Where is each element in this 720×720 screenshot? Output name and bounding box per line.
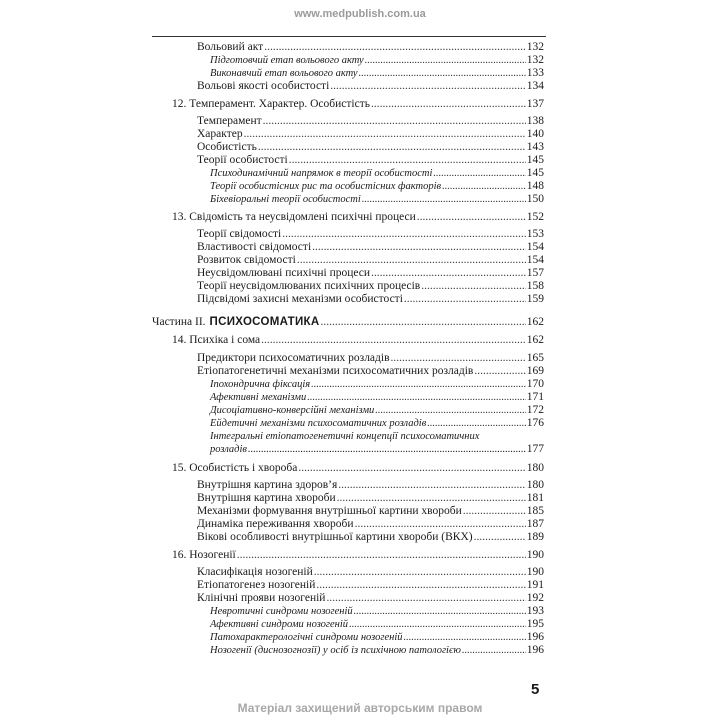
copyright-footer: Матеріал захищений авторським правом: [237, 701, 483, 715]
toc-entry-title: Афективні синдроми нозогеній: [210, 619, 349, 630]
dot-leader: [244, 128, 526, 141]
toc-entry: [197, 518, 544, 531]
dot-leader: [442, 180, 526, 193]
dot-leader: [326, 592, 525, 605]
toc-entry-title: Властивості свідомості: [197, 241, 312, 253]
dot-leader: [421, 280, 526, 293]
toc-entry-title: Предиктори психосоматичних розладів: [197, 352, 390, 364]
toc-entry: [197, 280, 544, 293]
toc-entry-page: 150: [526, 193, 544, 205]
toc-entry-page: 191: [526, 579, 544, 591]
dot-leader: [282, 228, 526, 241]
toc-entry-title: Розвиток свідомості: [197, 254, 296, 266]
toc-entry-page: 190: [526, 566, 544, 578]
toc-entry: [197, 566, 544, 579]
toc-entry-page: 145: [526, 167, 544, 179]
top-rule: [152, 36, 546, 37]
dot-leader: [248, 443, 526, 456]
toc-entry-page: 190: [526, 549, 544, 561]
toc-entry-title: 16. Нозогенії: [172, 549, 236, 561]
toc-entry-title-line2: розладів: [210, 444, 247, 455]
toc-part-heading: [152, 316, 544, 329]
toc-entry-title: Особистість: [197, 141, 257, 153]
toc-entry-page: 157: [526, 267, 544, 279]
toc-entry-page: 180: [526, 479, 544, 491]
part-label: Частина II.: [152, 316, 206, 328]
dot-leader: [404, 293, 526, 306]
toc-entry: [197, 352, 544, 365]
toc-entry-page: 132: [526, 54, 544, 66]
dot-leader: [289, 154, 526, 167]
toc-entry-page: 185: [526, 505, 544, 517]
toc-entry: [197, 228, 544, 241]
toc-entry-title: 12. Темперамент. Характер. Особистість: [172, 98, 370, 110]
toc-entry: [197, 241, 544, 254]
toc-entry-title: Підсвідомі захисні механізми особистості: [197, 293, 403, 305]
toc-entry-page: 159: [526, 293, 544, 305]
dot-leader: [403, 631, 525, 644]
dot-leader: [338, 479, 525, 492]
page-number: 5: [531, 681, 540, 698]
toc-entry: [197, 505, 544, 518]
toc-entry: [210, 404, 544, 417]
dot-leader: [359, 67, 526, 80]
toc-entry-page: 170: [526, 378, 544, 390]
toc-entry-page: 137: [526, 98, 544, 110]
dot-leader: [314, 566, 526, 579]
site-url[interactable]: www.medpublish.com.ua: [294, 8, 426, 20]
dot-leader: [355, 518, 526, 531]
toc-entry: [197, 80, 544, 93]
toc-entry-page: 154: [526, 254, 544, 266]
toc-entry-title: Вольові якості особистості: [197, 80, 330, 92]
dot-leader: [237, 549, 526, 562]
toc-entry-page: 143: [526, 141, 544, 153]
toc-entry-page: 172: [526, 404, 544, 416]
toc-chapter-entry: [172, 211, 544, 224]
toc-entry: [197, 154, 544, 167]
dot-leader: [264, 41, 526, 54]
dot-leader: [349, 618, 526, 631]
dot-leader: [365, 54, 526, 67]
toc-entry-title: Неусвідомлювані психічні процеси: [197, 267, 371, 279]
toc-entry-title: Невротичні синдроми нозогеній: [210, 606, 353, 617]
toc-entry-title: Класифікація нозогеній: [197, 566, 313, 578]
toc-entry-page: 152: [526, 211, 544, 223]
toc-entry-title: Теорії свідомості: [197, 228, 282, 240]
toc-chapter-entry: [172, 462, 544, 475]
toc-entry-title: Етіопатогенетичні механізми психосоматичних розладів: [197, 365, 474, 377]
toc-entry: [197, 492, 544, 505]
toc-entry-page: 196: [526, 631, 544, 643]
toc-entry: [197, 254, 544, 267]
toc-entry-page: 138: [526, 115, 544, 127]
toc-entry-title: Вольовий акт: [197, 41, 264, 53]
toc-entry-page: 153: [526, 228, 544, 240]
dot-leader: [261, 334, 526, 347]
toc-entry: [197, 531, 544, 544]
toc-entry-title: Характер: [197, 128, 243, 140]
toc-entry-page: 181: [526, 492, 544, 504]
toc-entry-title: Афективні механізми: [210, 392, 307, 403]
dot-leader: [474, 365, 525, 378]
toc-entry: [210, 644, 544, 657]
toc-entry-title: Внутрішня картина здоров’я: [197, 479, 338, 491]
toc-entry-page: 133: [526, 67, 544, 79]
toc-entry: [210, 378, 544, 391]
toc-entry-title: Ейдетичні механізми психосоматичних розладів: [210, 418, 427, 429]
toc-entry-title: 15. Особистість і хвороба: [172, 462, 298, 474]
toc-entry-title: Етіопатогенез нозогеній: [197, 579, 316, 591]
toc-entry-page: 132: [526, 41, 544, 53]
toc-entry: [197, 579, 544, 592]
toc-entry-title: Підготовчий етап вольового акту: [210, 55, 364, 66]
toc-entry-page: 189: [526, 531, 544, 543]
toc-chapter-entry: [172, 334, 544, 347]
dot-leader: [298, 462, 525, 475]
toc-entry: [210, 605, 544, 618]
dot-leader: [354, 605, 526, 618]
dot-leader: [330, 80, 525, 93]
toc-entry: [210, 193, 544, 206]
toc-entry: [197, 41, 544, 54]
toc-entry-page: 177: [526, 443, 544, 455]
dot-leader: [391, 352, 526, 365]
toc-entry: [210, 417, 544, 430]
dot-leader: [312, 241, 526, 254]
toc-entry-page: 162: [526, 334, 544, 346]
toc-entry-page: 134: [526, 80, 544, 92]
toc-entry-title: Біхевіоральні теорії особистості: [210, 194, 361, 205]
toc-entry-title: Дисоціативно-конверсійні механізми: [210, 405, 375, 416]
toc-entry-title: Нозогенії (диснозогнозії) у осіб із психічною патологією: [210, 645, 461, 656]
part-page: 162: [526, 316, 544, 328]
toc-entry-page: 193: [526, 605, 544, 617]
toc-entry-title: Динаміка переживання хвороби: [197, 518, 354, 530]
toc-entry: [197, 128, 544, 141]
toc-entry: [197, 141, 544, 154]
dot-leader: [417, 211, 526, 224]
toc-entry: [197, 115, 544, 128]
toc-entry-title: Психодинамічний напрямок в теорії особистості: [210, 168, 433, 179]
toc-entry-page: 145: [526, 154, 544, 166]
dot-leader: [311, 378, 526, 391]
toc-entry-page: 154: [526, 241, 544, 253]
dot-leader: [433, 167, 525, 180]
dot-leader: [371, 267, 526, 280]
toc-entry-title: Теорії особистісних рис та особистісних факторів: [210, 181, 442, 192]
toc-entry: [197, 365, 544, 378]
toc-entry-page: 180: [526, 462, 544, 474]
part-title: ПСИХОСОМАТИКА: [209, 316, 320, 328]
dot-leader: [474, 531, 526, 544]
toc-entry: [197, 267, 544, 280]
toc-entry: [210, 631, 544, 644]
toc-entry: [197, 293, 544, 306]
dot-leader: [307, 391, 526, 404]
toc-entry-title: Вікові особливості внутрішньої картини хвороби (ВКХ): [197, 531, 473, 543]
toc-entry-page: 165: [526, 352, 544, 364]
toc-entry-page: 140: [526, 128, 544, 140]
dot-leader: [320, 316, 525, 329]
toc-chapter-entry: [172, 549, 544, 562]
toc-entry-page: 195: [526, 618, 544, 630]
toc-entry-page: 148: [526, 180, 544, 192]
toc-entry: [210, 67, 544, 80]
toc-entry-title: 14. Психіка і сома: [172, 334, 261, 346]
toc-entry-title: 13. Свідомість та неусвідомлені психічні процеси: [172, 211, 416, 223]
dot-leader: [427, 417, 525, 430]
toc-entry: [210, 180, 544, 193]
dot-leader: [258, 141, 526, 154]
toc-entry-page: 192: [526, 592, 544, 604]
toc-entry-page: 171: [526, 391, 544, 403]
toc-entry-title: Теорії особистості: [197, 154, 288, 166]
toc-entry-page: 187: [526, 518, 544, 530]
dot-leader: [337, 492, 526, 505]
toc-entry-page: 176: [526, 417, 544, 429]
toc-entry-title: Темперамент: [197, 115, 262, 127]
toc-entry-title: Клінічні прояви нозогеній: [197, 592, 326, 604]
toc-entry-page: 196: [526, 644, 544, 656]
toc-entry-title: Теорії неусвідомлюваних психічних процесів: [197, 280, 421, 292]
dot-leader: [263, 115, 526, 128]
dot-leader: [375, 404, 525, 417]
dot-leader: [297, 254, 526, 267]
toc-entry-title: Патохарактерологічні синдроми нозогеній: [210, 632, 403, 643]
toc-wrapped-entry: [210, 430, 544, 456]
toc-entry-title: Механізми формування внутрішньої картини хвороби: [197, 505, 462, 517]
dot-leader: [316, 579, 525, 592]
dot-leader: [362, 193, 526, 206]
toc-entry: [210, 167, 544, 180]
toc-entry: [197, 592, 544, 605]
dot-leader: [371, 98, 526, 111]
toc-chapter-entry: [172, 98, 544, 111]
toc-entry-page: 169: [526, 365, 544, 377]
toc-entry: [210, 391, 544, 404]
toc-entry: [197, 479, 544, 492]
dot-leader: [463, 505, 526, 518]
toc-entry-title-line1: Інтегральні етіопатогенетичні концепції психосоматичних: [210, 431, 480, 442]
dot-leader: [462, 644, 526, 657]
toc-entry-page: 158: [526, 280, 544, 292]
toc-entry: [210, 54, 544, 67]
toc-entry-title: Іпохондрична фіксація: [210, 379, 311, 390]
toc-entry-title: Внутрішня картина хвороби: [197, 492, 336, 504]
toc-entry-title: Виконавчий етап вольового акту: [210, 68, 358, 79]
toc-entry: [210, 618, 544, 631]
